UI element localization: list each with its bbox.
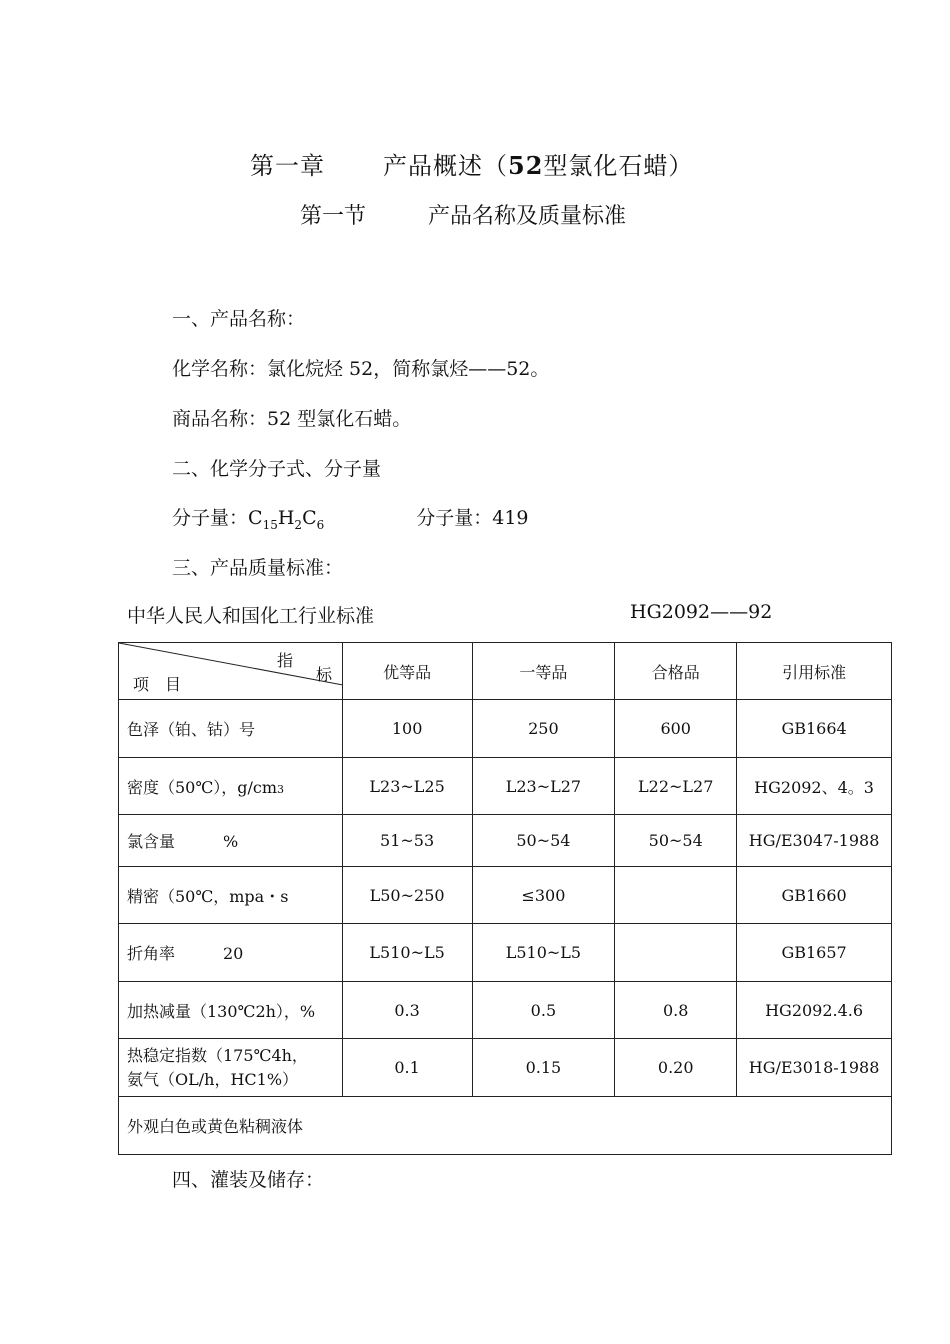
row-v2: L23~L27 xyxy=(472,758,615,815)
formula-c-sub: 15 xyxy=(262,518,278,532)
table-footer-row xyxy=(119,1097,892,1155)
standard-line xyxy=(127,601,787,628)
header-biao: 标 xyxy=(316,665,333,684)
row-ref: HG2092、4。3 xyxy=(737,758,892,815)
molecular-weight: 分子量：419 xyxy=(416,507,529,529)
trade-name: 商品名称：52 型氯化石蜡。 xyxy=(172,408,412,430)
row-ref: HG2092.4.6 xyxy=(737,982,892,1039)
row-item xyxy=(119,758,343,815)
row-v3: 600 xyxy=(615,700,737,758)
table-row xyxy=(119,758,892,815)
chemical-name: 化学名称：氯化烷烃 52，简称氯烃——52。 xyxy=(172,358,550,380)
formula-label: 分子量： xyxy=(172,507,249,529)
heading-formula: 二、化学分子式、分子量 xyxy=(172,458,382,480)
section-title xyxy=(300,199,626,230)
heading-quality-standard: 三、产品质量标准： xyxy=(172,557,344,579)
row-ref: GB1657 xyxy=(737,924,892,982)
row-v2: ≤300 xyxy=(472,867,615,924)
row-item: 氯含量 % xyxy=(119,815,343,867)
row-v2: 50~54 xyxy=(472,815,615,867)
table-row xyxy=(119,1039,892,1097)
row-v3: 0.8 xyxy=(615,982,737,1039)
table-row xyxy=(119,867,892,924)
row-v3 xyxy=(615,867,737,924)
row-item-line1: 热稳定指数（175℃4h， xyxy=(127,1045,308,1065)
formula-h-sub: 2 xyxy=(294,518,303,532)
chapter-title xyxy=(250,146,693,181)
row-v1: 0.3 xyxy=(342,982,472,1039)
section-label: 第一节 xyxy=(300,204,367,229)
row-v1: 100 xyxy=(342,700,472,758)
diagonal-header-cell xyxy=(119,643,343,700)
row-v3 xyxy=(615,924,737,982)
row-v1: L510~L5 xyxy=(342,924,472,982)
formula-h: H xyxy=(277,507,295,529)
row-v3: 50~54 xyxy=(615,815,737,867)
heading-product-name: 一、产品名称： xyxy=(172,308,306,330)
formula-c: C xyxy=(248,507,263,529)
row-v1: 51~53 xyxy=(342,815,472,867)
quality-standard-table xyxy=(118,642,892,1155)
row-item: 加热减量（130℃2h），% xyxy=(119,982,343,1039)
table-header-row xyxy=(119,643,892,700)
header-reference: 引用标准 xyxy=(737,643,892,700)
header-premium: 优等品 xyxy=(342,643,472,700)
row-ref: HG/E3047-1988 xyxy=(737,815,892,867)
header-zhi: 指 xyxy=(277,651,294,670)
row-item-text: 密度（50℃），g/cm xyxy=(127,777,278,797)
formula-c2-sub: 6 xyxy=(316,518,325,532)
table-row xyxy=(119,982,892,1039)
chapter-title-bold: 52 xyxy=(508,151,544,180)
section-title-text: 产品名称及质量标准 xyxy=(428,204,627,229)
row-v3: L22~L27 xyxy=(615,758,737,815)
header-qualified: 合格品 xyxy=(615,643,737,700)
row-item: 折角率 20 xyxy=(119,924,343,982)
row-item-sup: 3 xyxy=(277,782,285,796)
header-item: 项 目 xyxy=(133,675,182,694)
row-ref: GB1660 xyxy=(737,867,892,924)
row-v3: 0.20 xyxy=(615,1039,737,1097)
row-item: 色泽（铂、钴）号 xyxy=(119,700,343,758)
table-row xyxy=(119,700,892,758)
row-v2: 250 xyxy=(472,700,615,758)
formula-line xyxy=(172,503,529,532)
row-v1: 0.1 xyxy=(342,1039,472,1097)
table-row xyxy=(119,924,892,982)
chapter-title-pre: 产品概述（ xyxy=(383,152,508,180)
row-v1: L50~250 xyxy=(342,867,472,924)
row-v2: 0.5 xyxy=(472,982,615,1039)
row-item xyxy=(119,1039,343,1097)
appearance-note: 外观白色或黄色粘稠液体 xyxy=(119,1097,892,1155)
row-item-line2: 氨气（OL/h，HC1%） xyxy=(127,1069,299,1089)
header-first-grade: 一等品 xyxy=(472,643,615,700)
table-row xyxy=(119,815,892,867)
row-ref: HG/E3018-1988 xyxy=(737,1039,892,1097)
row-item: 精密（50℃，mpa・s xyxy=(119,867,343,924)
standard-code: HG2092——92 xyxy=(630,601,773,623)
row-v2: L510~L5 xyxy=(472,924,615,982)
formula-c2: C xyxy=(302,507,317,529)
row-v2: 0.15 xyxy=(472,1039,615,1097)
heading-filling-storage: 四、灌装及储存： xyxy=(172,1169,325,1191)
standard-name: 中华人民人和国化工行业标准 xyxy=(127,605,375,627)
row-ref: GB1664 xyxy=(737,700,892,758)
chapter-label: 第一章 xyxy=(250,152,325,180)
chapter-title-post: 型氯化石蜡） xyxy=(543,152,694,180)
row-v1: L23~L25 xyxy=(342,758,472,815)
